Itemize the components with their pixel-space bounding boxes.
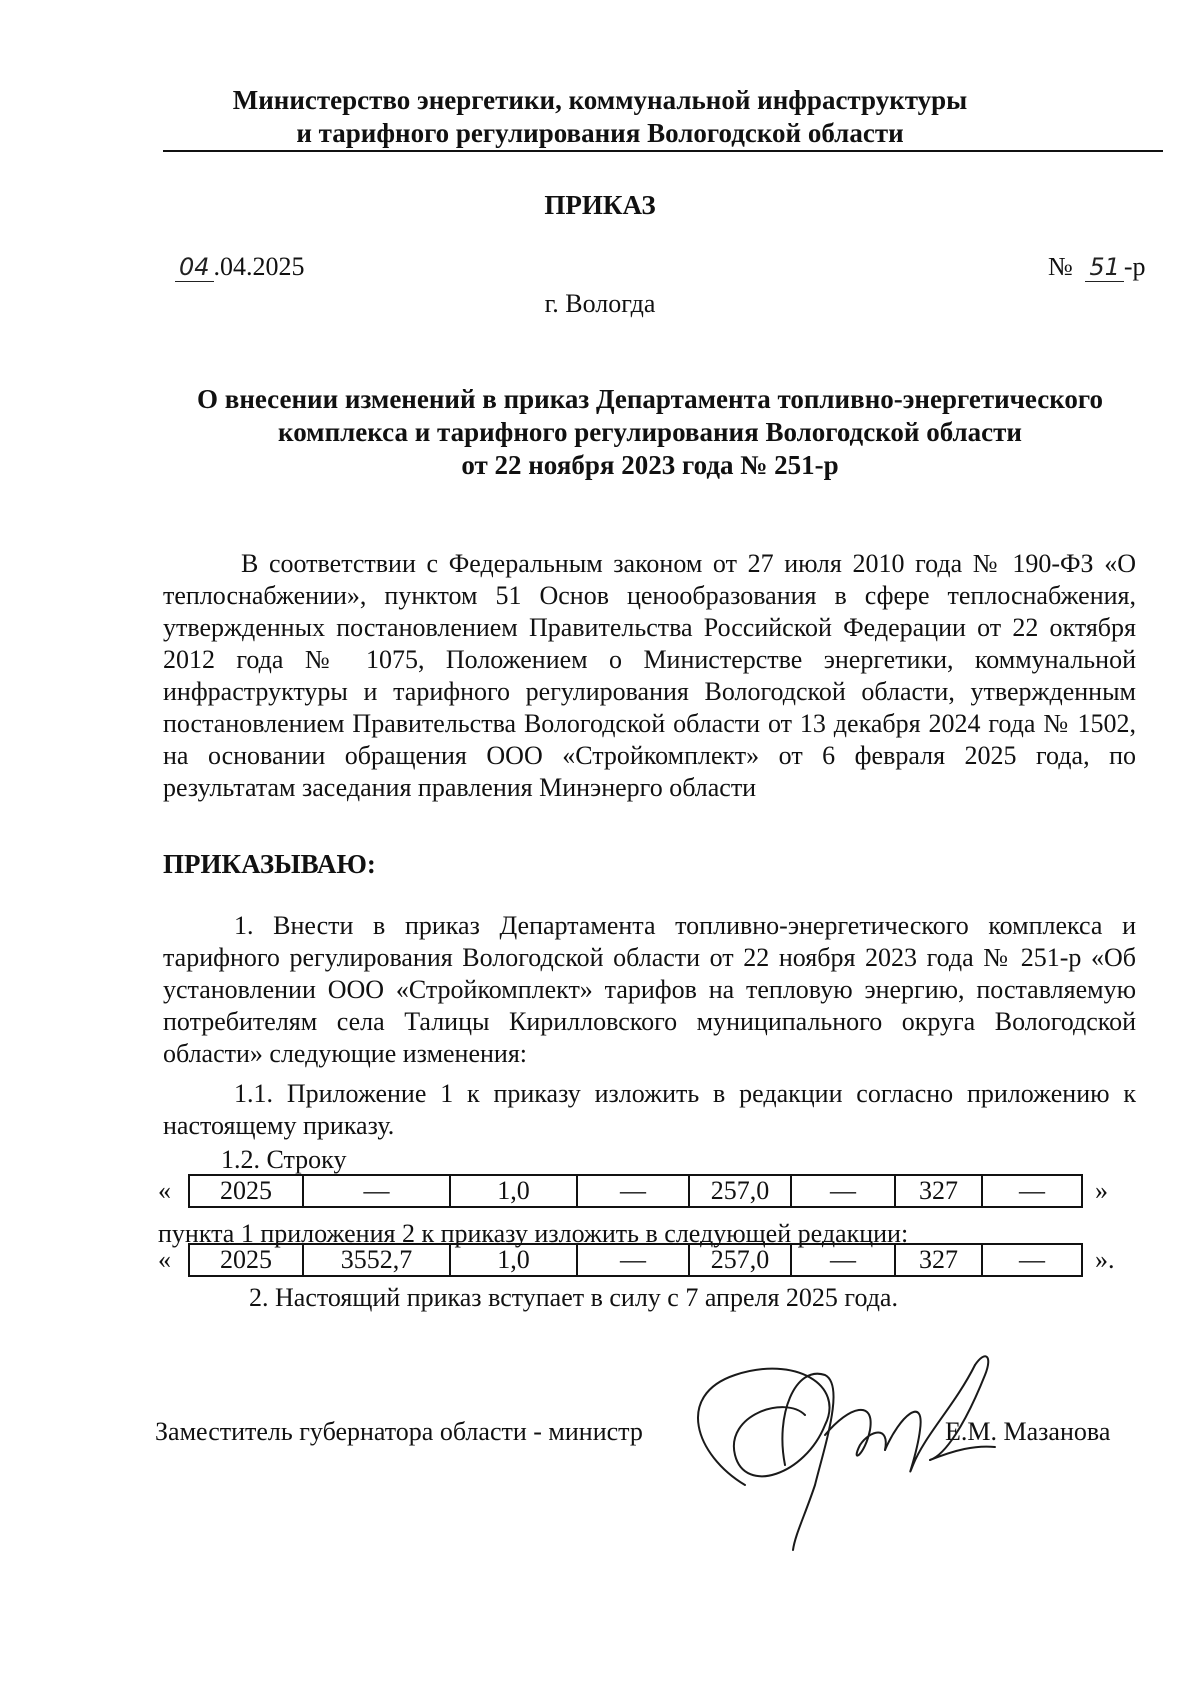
new-cell-6: — (791, 1244, 895, 1276)
item-1-2: 1.2. Строку (221, 1145, 347, 1174)
new-row-close-quote: ». (1095, 1245, 1115, 1274)
new-cell-3: 1,0 (450, 1244, 577, 1276)
old-cell-6: — (791, 1175, 895, 1207)
old-cell-3: 1,0 (450, 1175, 577, 1207)
signer-position: Заместитель губернатора области - министр (155, 1417, 643, 1446)
new-row-open-quote: « (158, 1245, 171, 1274)
item-1: 1. Внести в приказ Департамента топливно-энергетического комплекса и тарифного регулирования Вологодской области от 22 ноября 2023 года № 251-р «Об установлении ООО «Стройкомплект» тарифов на тепловую энергию, поставляемую потребителям села Талицы Кирилловского муниципального округа Вологодской области» следующие изменения: (163, 911, 1136, 1068)
title-line-2: комплекса и тарифного регулирования Вологодской области (278, 417, 1022, 447)
date-day-handwritten: 04 (175, 253, 214, 282)
order-date (175, 252, 305, 282)
city: г. Вологда (544, 289, 656, 318)
old-cell-4: — (577, 1175, 689, 1207)
old-table-row (188, 1174, 1083, 1208)
item-1-1: 1.1. Приложение 1 к приказу изложить в редакции согласно приложению к настоящему приказу. (163, 1079, 1136, 1140)
old-row-open-quote: « (158, 1176, 171, 1205)
new-table-row (188, 1243, 1083, 1277)
old-cell-7: 327 (895, 1175, 982, 1207)
title-line-1: О внесении изменений в приказ Департамента топливно-энергетического (196, 384, 1103, 414)
old-cell-2: — (303, 1175, 450, 1207)
number-sign: № (1048, 252, 1073, 281)
order-word: ПРИКАЗЫВАЮ: (163, 849, 376, 879)
old-cell-1: 2025 (189, 1175, 303, 1207)
old-cell-8: — (982, 1175, 1082, 1207)
between-rows-text: пункта 1 приложения 2 к приказу изложить в следующей редакции: (158, 1219, 909, 1248)
handwritten-signature (675, 1335, 1005, 1580)
number-suffix: -р (1123, 252, 1146, 281)
order-title (150, 383, 1150, 482)
ministry-header (0, 84, 1200, 150)
new-cell-4: — (577, 1244, 689, 1276)
new-cell-7: 327 (895, 1244, 982, 1276)
ministry-line-1: Министерство энергетики, коммунальной инфраструктуры (232, 85, 968, 115)
number-handwritten: 51 (1085, 253, 1124, 282)
item-2: 2. Настоящий приказ вступает в силу с 7 апреля 2025 года. (249, 1283, 898, 1312)
preamble-paragraph: В соответствии с Федеральным законом от 27 июля 2010 года № 190-ФЗ «О теплоснабжении», пунктом 51 Основ ценообразования в сфере теплоснабжения, утвержденных постановлением Правительства Российской Федерации от 22 октября 2012 года № 1075, Положением о Министерстве энергетики, коммунальной инфраструктуры и тарифного регулирования Вологодской области, утвержденным постановлением Правительства Вологодской области от 13 декабря 2024 года № 1502, на основании обращения ООО «Стройкомплект» от 6 февраля 2025 года, по результатам заседания правления Минэнерго области (163, 549, 1136, 802)
old-cell-5: 257,0 (689, 1175, 791, 1207)
date-month-year: .04.2025 (213, 252, 305, 281)
document-type: ПРИКАЗ (544, 190, 656, 220)
new-cell-8: — (982, 1244, 1082, 1276)
header-divider (163, 150, 1163, 152)
signer-name: Е.М. Мазанова (945, 1417, 1111, 1446)
order-number (1048, 252, 1146, 282)
new-cell-2: 3552,7 (303, 1244, 450, 1276)
new-cell-1: 2025 (189, 1244, 303, 1276)
new-cell-5: 257,0 (689, 1244, 791, 1276)
ministry-line-2: и тарифного регулирования Вологодской области (296, 118, 904, 148)
old-row-close-quote: » (1095, 1176, 1108, 1205)
title-line-3: от 22 ноября 2023 года № 251-р (461, 450, 839, 480)
